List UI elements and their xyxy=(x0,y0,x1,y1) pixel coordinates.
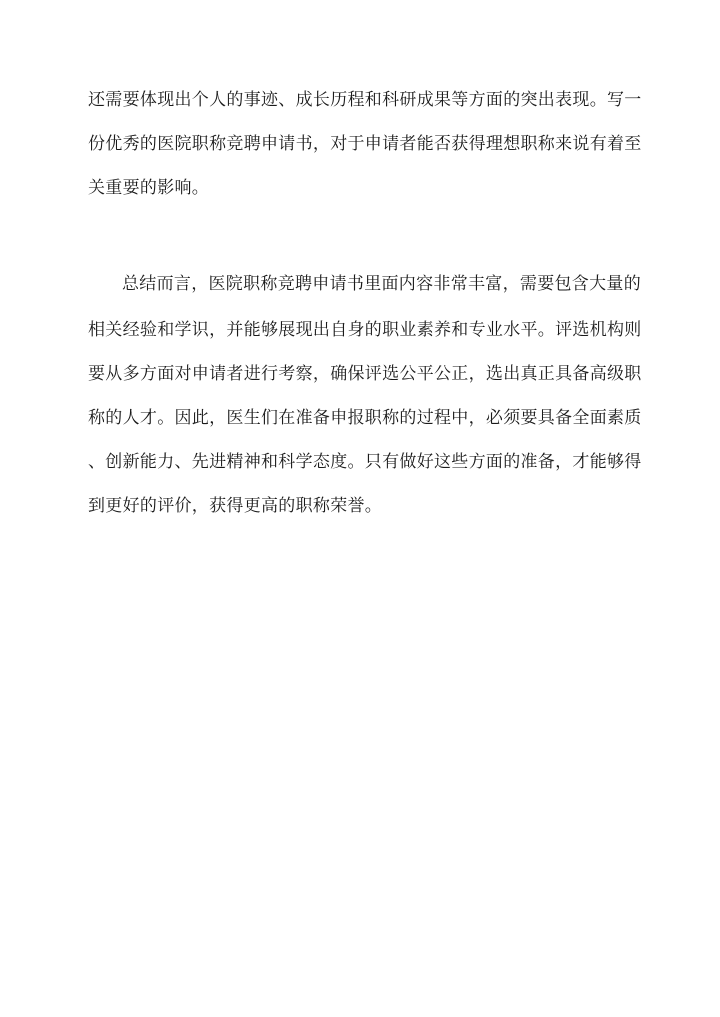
paragraph-line: 相关经验和学识，并能够展现出自身的职业素养和专业水平。评选机构则 xyxy=(88,320,642,340)
paragraph-line: 关重要的影响。 xyxy=(88,178,210,198)
paragraph-line: 总结而言，医院职称竞聘申请书里面内容非常丰富，需要包含大量的 xyxy=(122,274,641,294)
paragraph-line: 份优秀的医院职称竞聘申请书，对于申请者能否获得理想职称来说有着至 xyxy=(88,134,642,154)
paragraph-line: 到更好的评价，获得更高的职称荣誉。 xyxy=(88,496,383,516)
paragraph-line: 、创新能力、先进精神和科学态度。只有做好这些方面的准备，才能够得 xyxy=(88,452,642,472)
paragraph-line: 称的人才。因此，医生们在准备申报职称的过程中，必须要具备全面素质 xyxy=(88,408,642,428)
paragraph-line: 要从多方面对申请者进行考察，确保评选公平公正，选出真正具备高级职 xyxy=(88,364,642,384)
paragraph-line: 还需要体现出个人的事迹、成长历程和科研成果等方面的突出表现。写一 xyxy=(88,90,642,110)
